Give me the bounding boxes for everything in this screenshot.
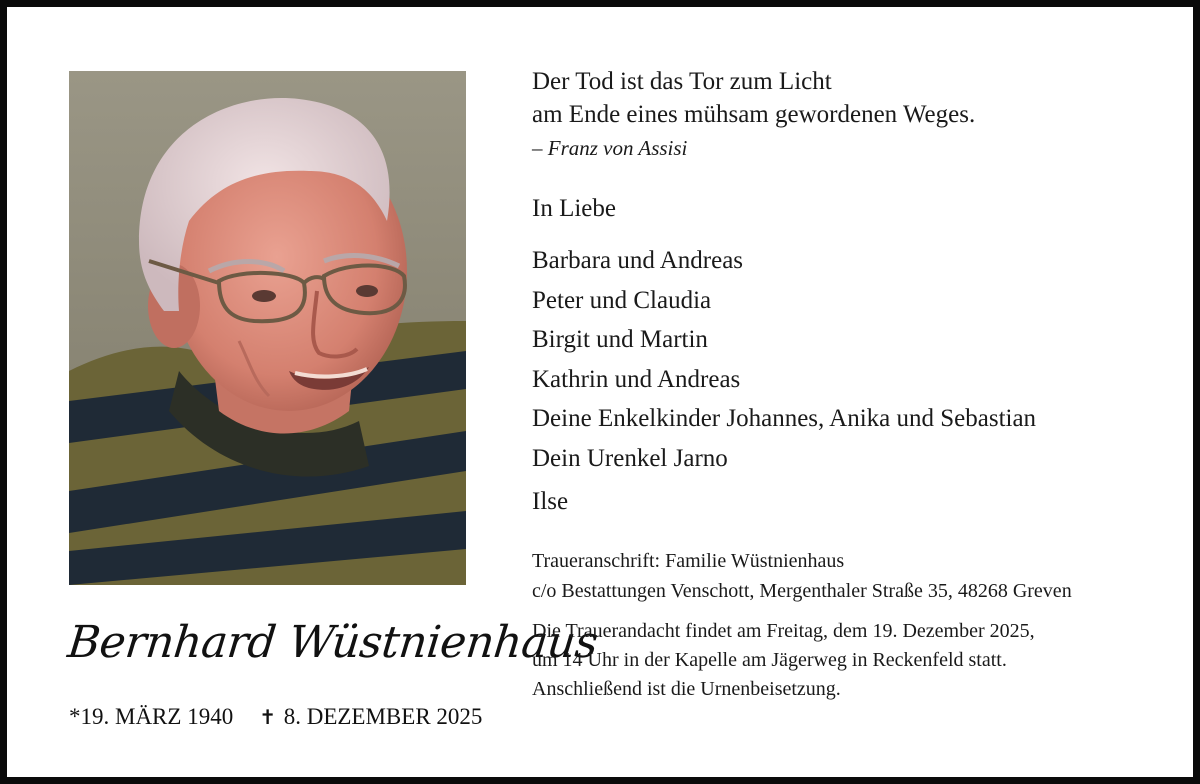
address-line: Traueranschrift: Familie Wüstnienhaus [532, 550, 845, 572]
mourner-item: Deine Enkelkinder Johannes, Anika und Sebastian [532, 405, 1037, 432]
portrait-photo [69, 71, 466, 585]
address-line: c/o Bestattungen Venschott, Mergenthaler Straße 35, 48268 Greven [532, 580, 1072, 602]
service-line: Anschließend ist die Urnenbeisetzung. [532, 678, 841, 700]
love-heading: In Liebe [532, 195, 616, 222]
cross-icon: ✝ [259, 707, 276, 729]
quote-line: Der Tod ist das Tor zum Licht [532, 68, 832, 95]
service-line: Die Trauerandacht findet am Freitag, dem 19. Dezember 2025, [532, 620, 1035, 642]
birth-date: *19. MÄRZ 1940 [69, 704, 234, 729]
mourner-item: Peter und Claudia [532, 286, 712, 314]
deceased-name: Bernhard Wüstnienhaus [65, 617, 601, 668]
portrait-illustration [69, 71, 466, 585]
mourner-item: Birgit und Martin [532, 326, 708, 353]
death-date: 8. DEZEMBER 2025 [283, 704, 483, 729]
mourner-item: Dein Urenkel Jarno [532, 444, 728, 472]
service-line: um 14 Uhr in der Kapelle am Jägerweg in Reckenfeld statt. [532, 649, 1007, 671]
text-column [532, 65, 1172, 704]
mourner-item-extra: Ilse [532, 488, 569, 515]
quote-line: am Ende eines mühsam gewordenen Weges. [532, 101, 976, 128]
mourning-address [532, 546, 1172, 606]
service-info [532, 617, 1172, 704]
mourner-item: Kathrin und Andreas [532, 365, 741, 393]
life-dates [69, 704, 489, 730]
quote [532, 65, 1172, 161]
mourner-item: Barbara und Andreas [532, 247, 744, 274]
quote-author: – Franz von Assisi [532, 136, 688, 160]
mourner-list [532, 241, 1172, 478]
